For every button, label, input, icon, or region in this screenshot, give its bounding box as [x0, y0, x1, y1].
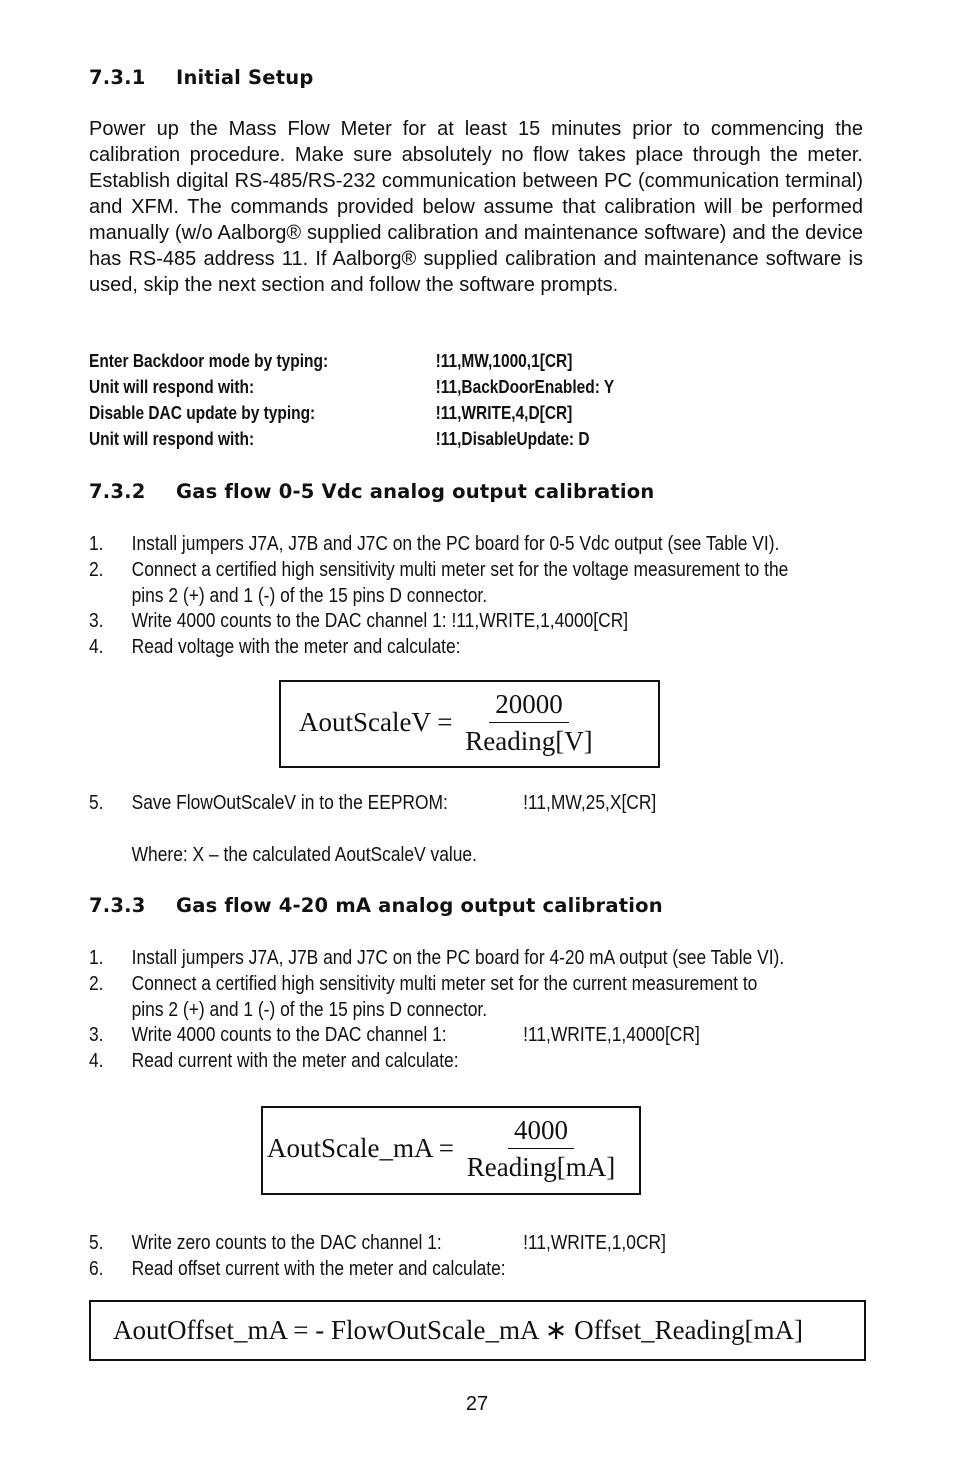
section-number: 7.3.3 [89, 894, 146, 917]
command-label: Disable DAC update by typing: [89, 403, 316, 423]
list-item [89, 971, 785, 1023]
where-text: Where: X – the calculated AoutScaleV value. [131, 844, 477, 866]
command-label: Enter Backdoor mode by typing: [89, 351, 329, 371]
list-item [89, 634, 785, 660]
item-text: Read offset current with the meter and calculate: [131, 1258, 506, 1280]
list-item [89, 945, 785, 971]
command-label: Unit will respond with: [89, 377, 255, 397]
item-text: Install jumpers J7A, J7B and J7C on the PC board for 0-5 Vdc output (see Table VI). [131, 533, 780, 555]
formula-numerator: 20000 [489, 687, 569, 723]
item-number: 4. [89, 1050, 104, 1072]
item-number: 4. [89, 636, 104, 658]
list-item [89, 531, 785, 557]
item-text: Connect a certified high sensitivity multi meter set for the current measurement to [131, 973, 758, 995]
section-number: 7.3.2 [89, 480, 146, 503]
command-row [89, 400, 572, 426]
command-value: !11,DisableUpdate: D [435, 429, 590, 449]
formula-fraction [459, 687, 598, 758]
item-text: Write 4000 counts to the DAC channel 1: [131, 1024, 447, 1046]
list-item [89, 1256, 785, 1282]
item-text: Save FlowOutScaleV in to the EEPROM: [131, 792, 448, 814]
item-text: Connect a certified high sensitivity multi meter set for the voltage measurement to the [131, 559, 789, 581]
formula-lhs: AoutScale_mA = [267, 1133, 454, 1163]
section-title: Initial Setup [176, 66, 314, 89]
item-number: 6. [89, 1258, 104, 1280]
formula-denominator: Reading[V] [465, 726, 593, 756]
command-value: !11,WRITE,4,D[CR] [435, 403, 573, 423]
formula-numerator: 4000 [508, 1113, 574, 1149]
formula-lhs: AoutScaleV = [299, 707, 453, 737]
list-item [89, 790, 785, 816]
formula-fraction [461, 1113, 621, 1184]
section-title: Gas flow 4-20 mA analog output calibration [176, 894, 663, 917]
item-number: 5. [89, 1232, 104, 1254]
item-text: Install jumpers J7A, J7B and J7C on the PC board for 4-20 mA output (see Table VI). [131, 947, 785, 969]
item-command: !11,WRITE,1,0CR] [523, 1232, 666, 1254]
section-number: 7.3.1 [89, 66, 146, 89]
item-text: Write zero counts to the DAC channel 1: [131, 1232, 442, 1254]
list-item [89, 1230, 785, 1256]
section-heading-7-3-3 [89, 894, 663, 917]
item-command: !11,WRITE,1,4000[CR] [523, 1024, 700, 1046]
item-text: Read current with the meter and calculate: [131, 1050, 459, 1072]
formula-denominator: Reading[mA] [466, 1152, 616, 1182]
page-number: 27 [465, 1393, 489, 1415]
section-heading-7-3-1 [89, 66, 314, 89]
item-text: Read voltage with the meter and calculate: [131, 636, 461, 658]
item-number: 5. [89, 792, 104, 814]
formula-aoutscalev [279, 680, 660, 768]
formula-aoutoffset-ma [89, 1300, 866, 1361]
item-number: 3. [89, 610, 104, 632]
list-item [89, 1022, 785, 1048]
list-item [89, 608, 785, 634]
section-heading-7-3-2 [89, 480, 654, 503]
item-number: 3. [89, 1024, 104, 1046]
formula-aoutscale-ma [261, 1106, 641, 1195]
section-title: Gas flow 0-5 Vdc analog output calibration [176, 480, 655, 503]
command-row [89, 348, 572, 374]
command-value: !11,MW,1000,1[CR] [435, 351, 573, 371]
where-note [89, 842, 785, 868]
item-number: 1. [89, 947, 104, 969]
item-command: !11,MW,25,X[CR] [523, 792, 657, 814]
item-text-continued: pins 2 (+) and 1 (-) of the 15 pins D connector. [131, 585, 488, 607]
list-item [89, 557, 789, 609]
item-number: 2. [89, 973, 104, 995]
intro-paragraph: Power up the Mass Flow Meter for at least 15 minutes prior to commencing the calibration procedure. Make sure absolutely no flow takes place through the meter. Establish digital RS-485/RS-232 communication between PC (communication terminal) and XFM. The commands provided below assume that calibration will be performed manually (w/o Aalborg® supplied calibration and maintenance software) and the device has RS-485 address 11. If Aalborg® supplied calibration and maintenance software is used, skip the next section and follow the software prompts. [89, 118, 863, 296]
list-item [89, 1048, 785, 1074]
command-label: Unit will respond with: [89, 429, 255, 449]
formula-text: AoutOffset_mA = - FlowOutScale_mA ∗ Offset_Reading[mA] [113, 1315, 804, 1345]
item-text: Write 4000 counts to the DAC channel 1: !11,WRITE,1,4000[CR] [131, 610, 629, 632]
item-number: 1. [89, 533, 104, 555]
item-number: 2. [89, 559, 104, 581]
command-row [89, 374, 614, 400]
command-row [89, 426, 590, 452]
item-text-continued: pins 2 (+) and 1 (-) of the 15 pins D connector. [131, 999, 488, 1021]
command-value: !11,BackDoorEnabled: Y [435, 377, 615, 397]
